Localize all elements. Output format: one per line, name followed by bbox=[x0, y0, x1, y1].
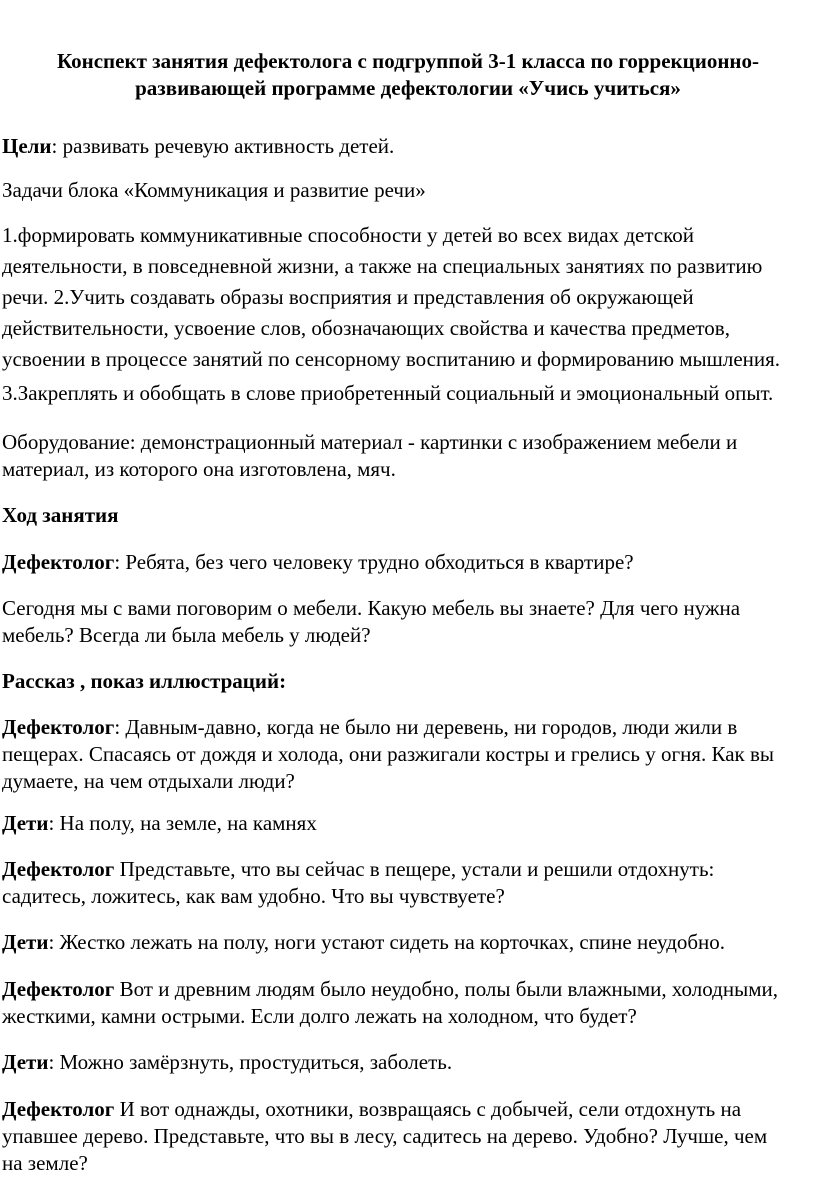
tasks-line-1: 1.формировать коммуникативные способности у детей во всех видах детской bbox=[2, 223, 694, 247]
tasks-line-5: усвоении в процессе занятий по сенсорному воспитанию и формированию мышления. bbox=[2, 347, 781, 371]
paragraph-8: Дети: Можно замёрзнуть, простудиться, заболеть. bbox=[2, 1050, 453, 1074]
goals-label: Цели bbox=[2, 134, 52, 158]
speaker-label: Дети bbox=[2, 1050, 49, 1074]
equipment-line-1: Оборудование: демонстрационный материал - картинки с изображением мебели и bbox=[2, 430, 738, 454]
speaker-label: Дефектолог bbox=[2, 857, 115, 881]
goals-text: : развивать речевую активность детей. bbox=[51, 134, 395, 158]
equipment-line-2: материал, из которого она изготовлена, мяч. bbox=[2, 457, 396, 481]
equipment-paragraph bbox=[2, 429, 814, 483]
speaker-label: Дефектолог bbox=[2, 550, 115, 574]
speaker-label: Дефектолог bbox=[2, 977, 115, 1001]
task-3: 3.Закреплять и обобщать в слове приобретенный социальный и эмоциональный опыт. bbox=[2, 381, 774, 405]
tasks-line-2: деятельности, в повседневной жизни, а также на специальных занятиях по развитию bbox=[2, 254, 763, 278]
speaker-label: Дети bbox=[2, 811, 49, 835]
paragraph-7: Дефектолог Вот и древним людям было неудобно, полы были влажными, холодными, жесткими, камни острыми. Если долго лежать на холодном, что будет? bbox=[2, 977, 778, 1028]
paragraph-9: Дефектолог И вот однажды, охотники, возвращаясь с добычей, сели отдохнуть на упавшее дерево. Представьте, что вы в лесу, садитесь на дерево. Удобно? Лучше, чем на земле? bbox=[2, 1097, 768, 1175]
tasks-paragraph bbox=[2, 220, 814, 375]
speaker-label: Дети bbox=[2, 930, 49, 954]
title-line-2: развивающей программе дефектологии «Учись учиться» bbox=[135, 76, 681, 100]
course-heading: Ход занятия bbox=[2, 503, 119, 527]
title-line-1: Конспект занятия дефектолога с подгруппой 3-1 класса по горрекционно- bbox=[56, 49, 760, 73]
paragraph-1: Дефектолог: Ребята, без чего человеку трудно обходиться в квартире? bbox=[2, 550, 634, 574]
document-title bbox=[0, 48, 816, 102]
paragraph-4: Дети: На полу, на земле, на камнях bbox=[2, 811, 317, 835]
speaker-label: Дефектолог bbox=[2, 715, 115, 739]
tasks-line-3: речи. 2.Учить создавать образы восприятия и представления об окружающей bbox=[2, 285, 694, 309]
tasks-heading: Задачи блока «Коммуникация и развитие речи» bbox=[2, 178, 426, 202]
tasks-line-4: действительности, усвоение слов, обозначающих свойства и качества предметов, bbox=[2, 316, 730, 340]
paragraph-3: Дефектолог: Давным-давно, когда не было ни деревень, ни городов, люди жили в пещерах. Спасаясь от дождя и холода, они разжигали костры и грелись у огня. Как вы думаете, на чем отдыхали люди? bbox=[2, 715, 774, 793]
paragraph-5: Дефектолог Представьте, что вы сейчас в пещере, устали и решили отдохнуть: садитесь, ложитесь, как вам удобно. Что вы чувствуете? bbox=[2, 857, 715, 908]
goals-paragraph bbox=[2, 133, 814, 160]
story-heading: Рассказ , показ иллюстраций: bbox=[2, 669, 287, 693]
paragraph-2: Сегодня мы с вами поговорим о мебели. Какую мебель вы знаете? Для чего нужна мебель? Всегда ли была мебель у людей? bbox=[2, 596, 741, 647]
paragraph-6: Дети: Жестко лежать на полу, ноги устают сидеть на корточках, спине неудобно. bbox=[2, 930, 726, 954]
speaker-label: Дефектолог bbox=[2, 1097, 115, 1121]
